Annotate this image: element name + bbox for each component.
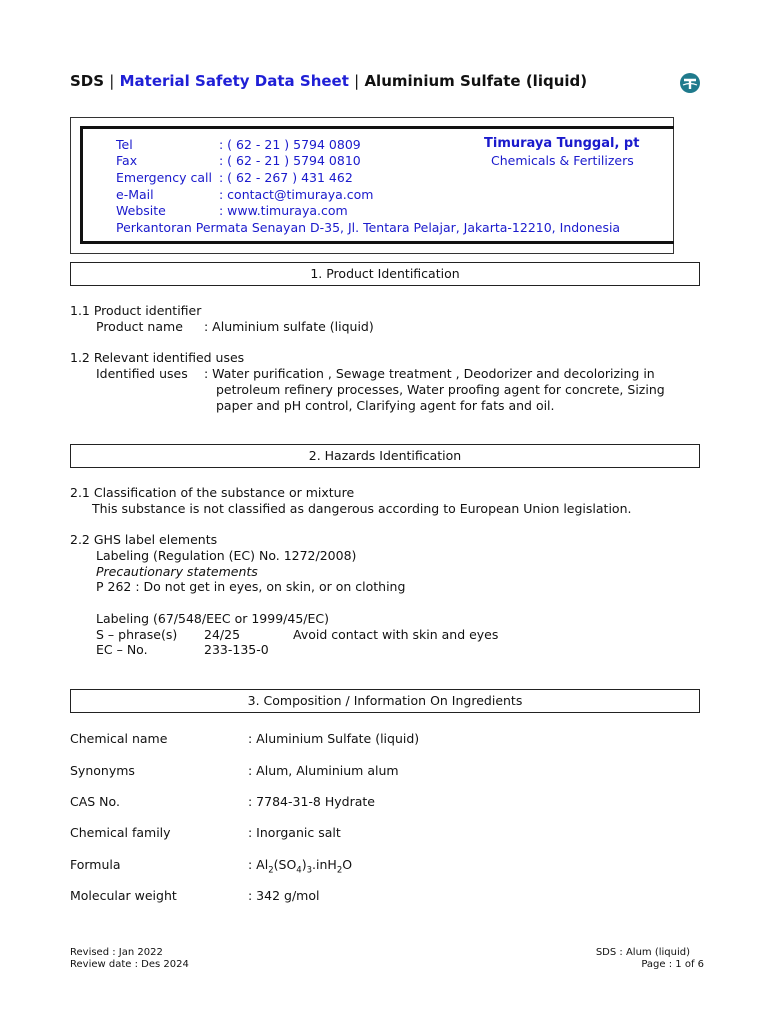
company-logo-icon xyxy=(679,72,701,94)
s-phrase-code: 24/25 xyxy=(204,627,241,642)
identified-uses-label: Identified uses xyxy=(96,366,188,381)
synonyms-value: : Alum, Aluminium alum xyxy=(248,763,399,778)
formula-value: : $Al_2(SO_4)_3.inH_2O$ xyxy=(248,857,353,876)
labeling-regulation: Labeling (Regulation (EC) No. 1272/2008) xyxy=(96,548,357,563)
identified-uses-heading: 1.2 Relevant identified uses xyxy=(70,350,245,365)
molecular-weight-value: : 342 g/mol xyxy=(248,888,320,903)
cas-value: : 7784-31-8 Hydrate xyxy=(248,794,375,809)
fax-value: : ( 62 - 21 ) 5794 0810 xyxy=(219,153,361,168)
molecular-weight-label: Molecular weight xyxy=(70,888,177,903)
page-number: Page : 1 of 6 xyxy=(641,959,704,970)
tel-value: : ( 62 - 21 ) 5794 0809 xyxy=(219,137,361,152)
identified-uses-line: paper and pH control, Clarifying agent for fats and oil. xyxy=(216,398,555,413)
fax-label: Fax xyxy=(116,153,138,168)
revised-date: Revised : Jan 2022 xyxy=(70,947,163,958)
sds-reference: SDS : Alum (liquid) xyxy=(595,947,690,958)
labeling-eec: Labeling (67/548/EEC or 1999/45/EC) xyxy=(96,611,329,626)
emergency-label: Emergency call xyxy=(116,170,212,185)
company-name: Timuraya Tunggal, pt xyxy=(484,136,640,151)
ghs-heading: 2.2 GHS label elements xyxy=(70,532,218,547)
precautionary-heading: Precautionary statements xyxy=(96,564,258,579)
section-3-header: 3. Composition / Information On Ingredients xyxy=(70,689,700,713)
cas-label: CAS No. xyxy=(70,794,120,809)
title-separator: | xyxy=(354,72,360,90)
company-division: Chemicals & Fertilizers xyxy=(491,153,634,168)
section-2-header: 2. Hazards Identification xyxy=(70,444,700,468)
title-sds: SDS xyxy=(70,72,105,90)
product-name-value: : Aluminium sulfate (liquid) xyxy=(204,319,374,334)
title-msds: Material Safety Data Sheet xyxy=(119,72,349,90)
chemical-family-value: : Inorganic salt xyxy=(248,825,341,840)
ec-number-value: 233-135-0 xyxy=(204,642,269,657)
product-identifier-heading: 1.1 Product identifier xyxy=(70,303,202,318)
title-product: Aluminium Sulfate (liquid) xyxy=(364,72,588,90)
email-value[interactable]: : contact@timuraya.com xyxy=(219,187,374,202)
review-date: Review date : Des 2024 xyxy=(70,959,189,970)
website-value[interactable]: : www.timuraya.com xyxy=(219,203,348,218)
product-name-label: Product name xyxy=(96,319,183,334)
email-label: e-Mail xyxy=(116,187,154,202)
identified-uses-line: : Water purification , Sewage treatment , Deodorizer and decolorizing in xyxy=(204,366,655,381)
identified-uses-line: petroleum refinery processes, Water proofing agent for concrete, Sizing xyxy=(216,382,665,397)
ec-number-label: EC – No. xyxy=(96,642,148,657)
emergency-value: : ( 62 - 267 ) 431 462 xyxy=(219,170,353,185)
chemical-name-value: : Aluminium Sulfate (liquid) xyxy=(248,731,420,746)
website-label: Website xyxy=(116,203,166,218)
synonyms-label: Synonyms xyxy=(70,763,135,778)
formula-label: Formula xyxy=(70,857,121,872)
chemical-family-label: Chemical family xyxy=(70,825,171,840)
section-1-header: 1. Product Identification xyxy=(70,262,700,286)
company-address: Perkantoran Permata Senayan D-35, Jl. Tentara Pelajar, Jakarta-12210, Indonesia xyxy=(116,220,621,235)
s-phrase-text: Avoid contact with skin and eyes xyxy=(293,627,499,642)
classification-heading: 2.1 Classification of the substance or mixture xyxy=(70,485,355,500)
chemical-name-label: Chemical name xyxy=(70,731,168,746)
title-separator: | xyxy=(109,72,115,90)
p262-statement: P 262 : Do not get in eyes, on skin, or on clothing xyxy=(96,579,406,594)
s-phrase-label: S – phrase(s) xyxy=(96,627,178,642)
tel-label: Tel xyxy=(116,137,133,152)
classification-text: This substance is not classified as dangerous according to European Union legislation. xyxy=(92,501,632,516)
document-title xyxy=(70,72,587,90)
